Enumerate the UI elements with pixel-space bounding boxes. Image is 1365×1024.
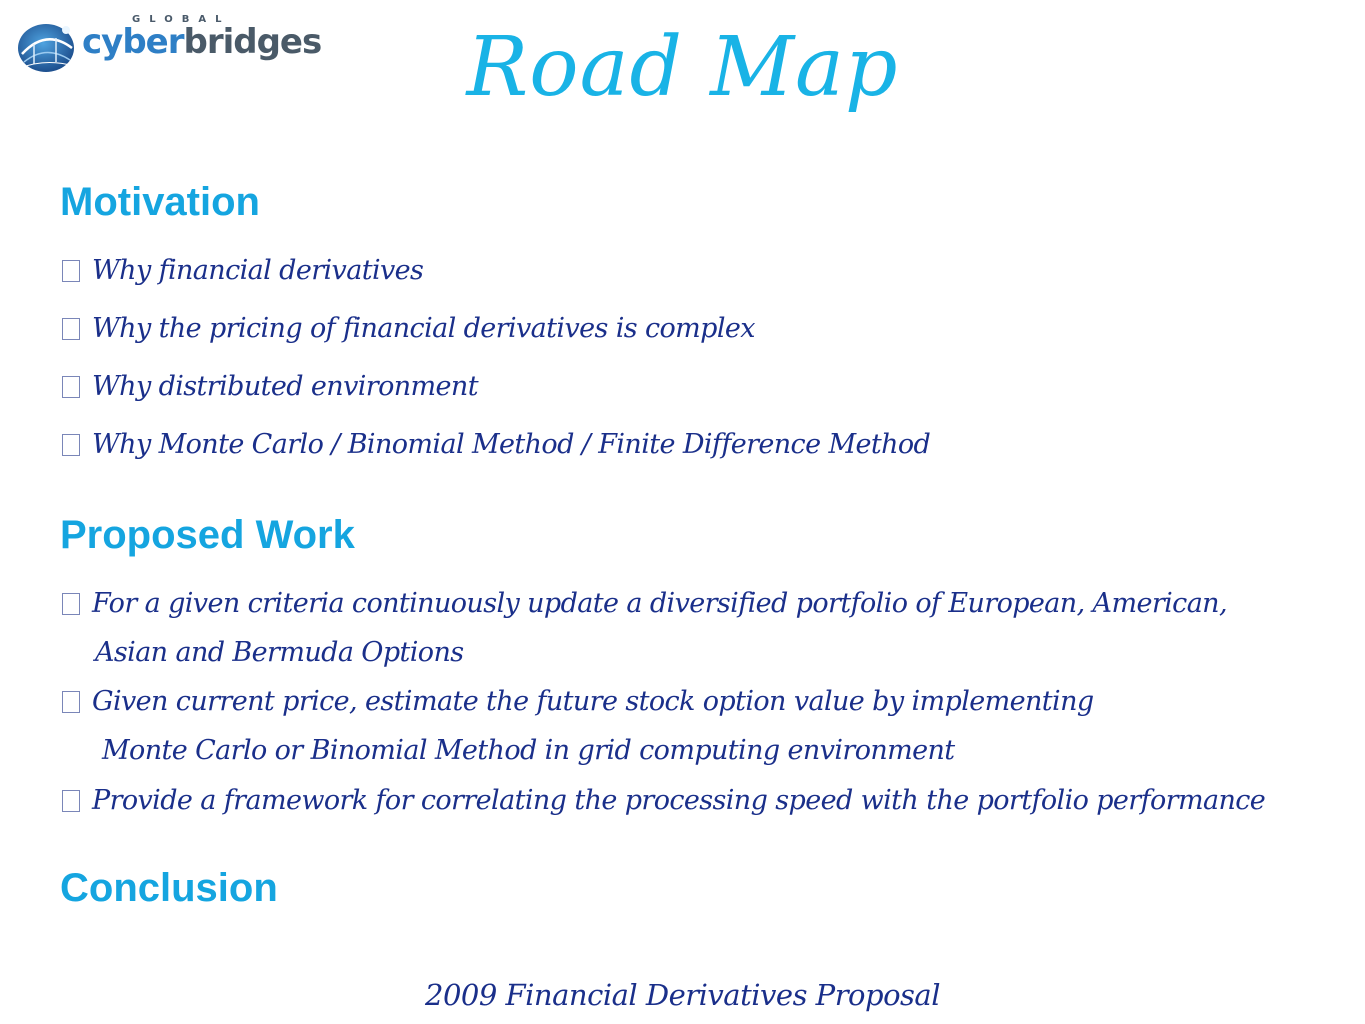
list-item	[62, 255, 423, 286]
section-heading-conclusion: Conclusion	[60, 866, 278, 910]
bullet-box-icon	[62, 593, 80, 615]
list-item-text: Provide a framework for correlating the processing speed with the portfolio performance	[92, 785, 1266, 816]
bullet-box-icon	[62, 434, 80, 456]
list-item-text: Why distributed environment	[92, 371, 478, 402]
bullet-box-icon	[62, 790, 80, 812]
bullet-box-icon	[62, 691, 80, 713]
list-item-continuation: Asian and Bermuda Options	[95, 637, 464, 668]
slide-title: Road Map	[466, 20, 899, 115]
list-item	[62, 371, 478, 402]
list-item-text: Why Monte Carlo / Binomial Method / Finite Difference Method	[92, 429, 931, 460]
logo-global-text: GLOBAL	[132, 14, 231, 25]
list-item	[62, 588, 1227, 619]
list-item-continuation: Monte Carlo or Binomial Method in grid computing environment	[102, 735, 955, 766]
list-item-text: Why financial derivatives	[92, 255, 424, 286]
list-item	[62, 785, 1265, 816]
logo-wordmark-part1: cyber	[82, 22, 184, 62]
logo-wordmark-part2: bridges	[183, 22, 322, 62]
slide-footer: 2009 Financial Derivatives Proposal	[425, 978, 940, 1012]
list-item	[62, 686, 1094, 717]
bullet-box-icon	[62, 376, 80, 398]
list-item-text: Given current price, estimate the future stock option value by implementing	[92, 686, 1094, 717]
list-item	[62, 313, 755, 344]
list-item	[62, 429, 930, 460]
list-item-text: Why the pricing of financial derivatives is complex	[92, 313, 755, 344]
section-heading-proposed-work: Proposed Work	[60, 513, 355, 557]
bullet-box-icon	[62, 260, 80, 282]
bullet-box-icon	[62, 318, 80, 340]
list-item-text: For a given criteria continuously update a diversified portfolio of European, American,	[92, 588, 1227, 619]
section-heading-motivation: Motivation	[60, 180, 260, 224]
